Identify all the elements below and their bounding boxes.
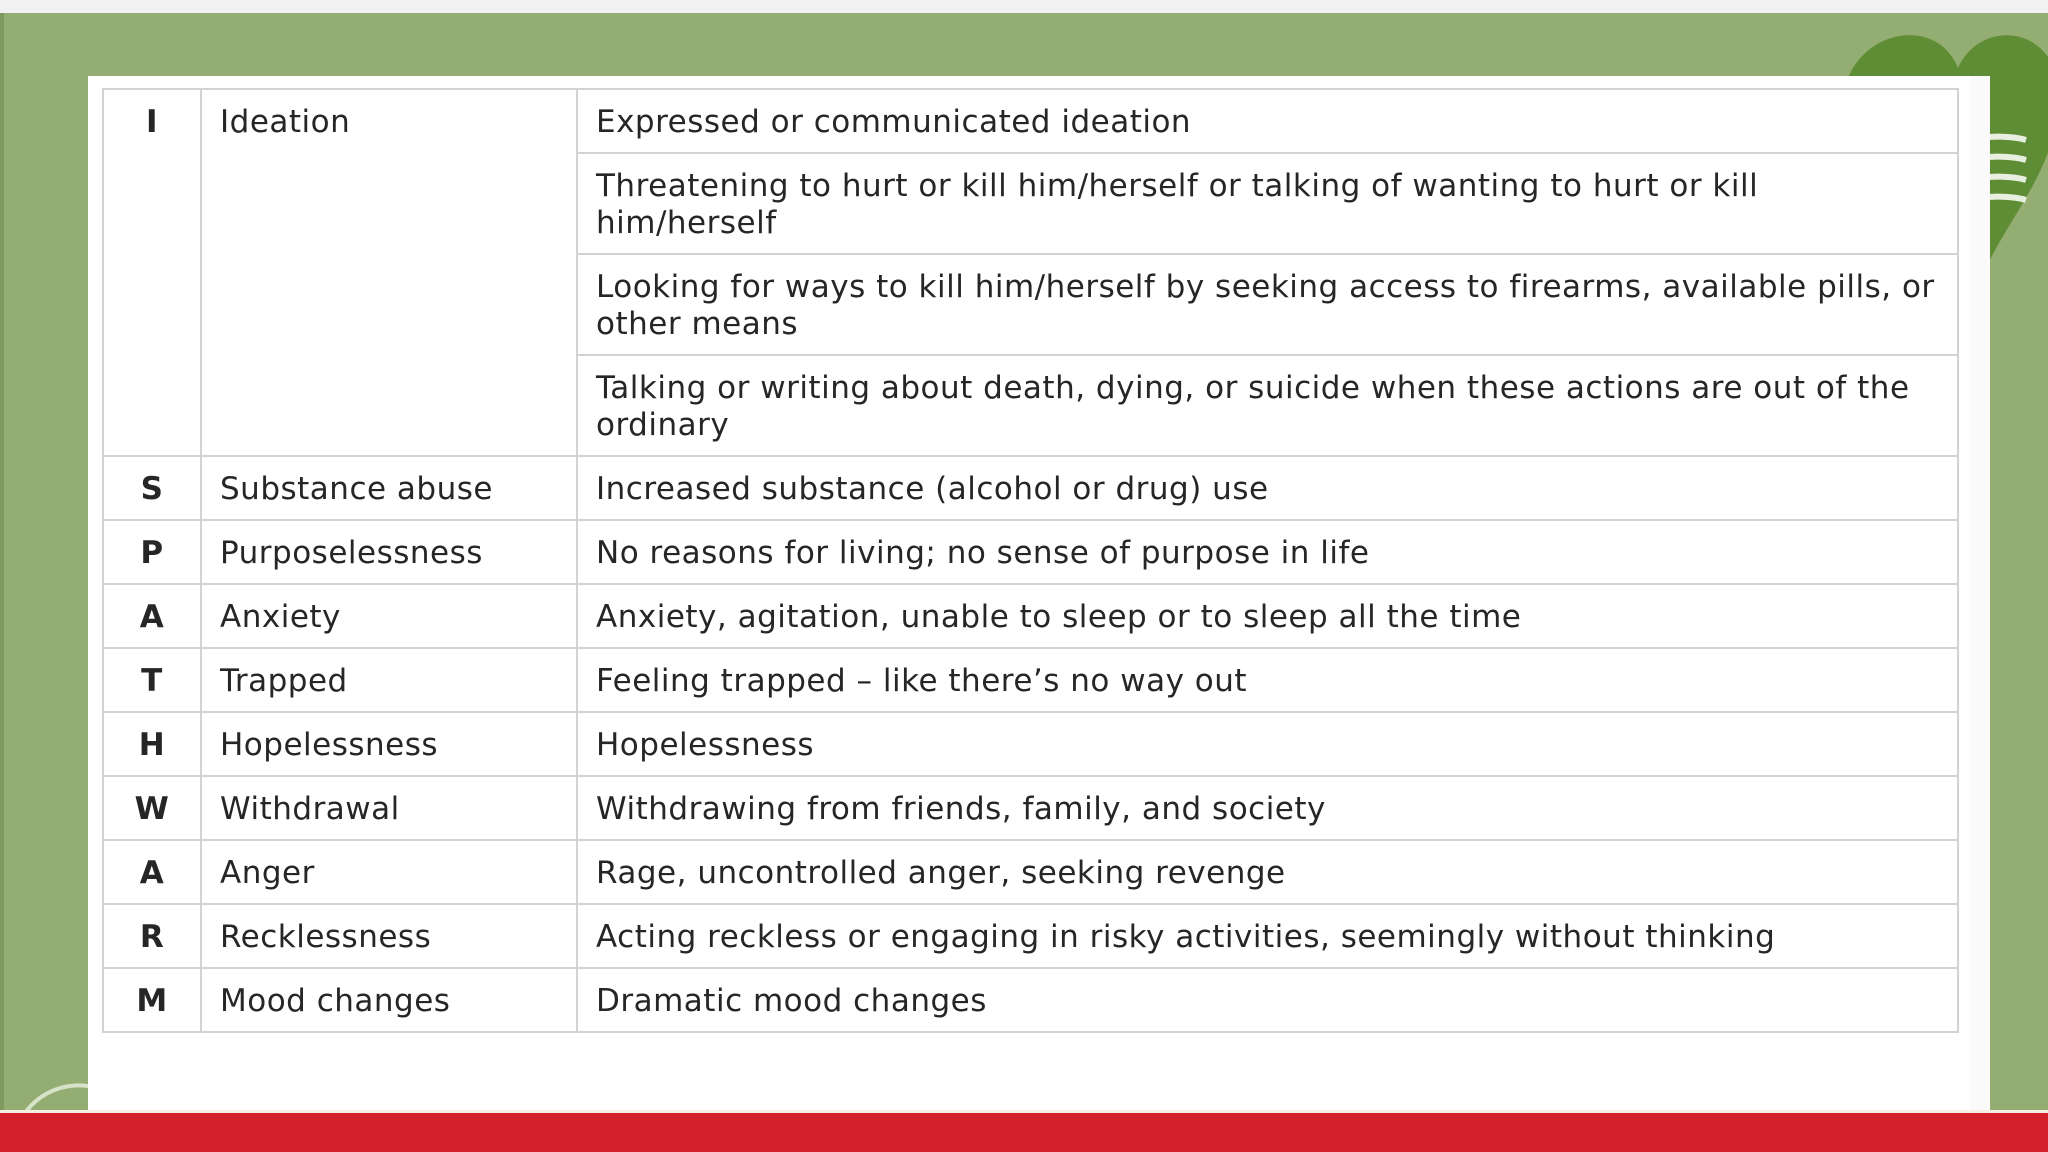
table-row	[103, 520, 1958, 584]
row-description: Feeling trapped – like there’s no way out	[577, 648, 1958, 712]
table-row	[103, 712, 1958, 776]
row-name: Trapped	[201, 648, 577, 712]
row-description: Acting reckless or engaging in risky activities, seemingly without thinking	[577, 904, 1958, 968]
top-strip	[0, 0, 2048, 13]
row-letter: A	[103, 584, 201, 648]
row-name: Mood changes	[201, 968, 577, 1032]
row-description: Dramatic mood changes	[577, 968, 1958, 1032]
row-letter: P	[103, 520, 201, 584]
row-description: Looking for ways to kill him/herself by seeking access to firearms, available pills, or other means	[577, 254, 1958, 355]
table-row	[103, 776, 1958, 840]
row-name: Withdrawal	[201, 776, 577, 840]
row-name: Anxiety	[201, 584, 577, 648]
row-letter: H	[103, 712, 201, 776]
row-name: Ideation	[201, 89, 577, 456]
row-description: Hopelessness	[577, 712, 1958, 776]
table-row	[103, 648, 1958, 712]
table-row	[103, 968, 1958, 1032]
table-card	[88, 76, 1970, 1110]
row-description: Threatening to hurt or kill him/herself or talking of wanting to hurt or kill him/herself	[577, 153, 1958, 254]
row-name: Anger	[201, 840, 577, 904]
row-name: Hopelessness	[201, 712, 577, 776]
table-row	[103, 456, 1958, 520]
row-description: Withdrawing from friends, family, and society	[577, 776, 1958, 840]
row-description: Increased substance (alcohol or drug) use	[577, 456, 1958, 520]
row-description: No reasons for living; no sense of purpose in life	[577, 520, 1958, 584]
table-row	[103, 89, 1958, 153]
row-letter: A	[103, 840, 201, 904]
row-description: Anxiety, agitation, unable to sleep or to sleep all the time	[577, 584, 1958, 648]
row-letter: I	[103, 89, 201, 456]
table-row	[103, 904, 1958, 968]
row-description: Expressed or communicated ideation	[577, 89, 1958, 153]
row-letter: S	[103, 456, 201, 520]
slide-left-edge	[0, 13, 4, 1113]
table-row	[103, 584, 1958, 648]
row-description: Rage, uncontrolled anger, seeking revenge	[577, 840, 1958, 904]
row-letter: T	[103, 648, 201, 712]
bottom-red-bar	[0, 1113, 2048, 1152]
row-name: Purposelessness	[201, 520, 577, 584]
row-description: Talking or writing about death, dying, or suicide when these actions are out of the ordinary	[577, 355, 1958, 456]
table-row	[103, 840, 1958, 904]
is-path-warm-table	[102, 88, 1959, 1033]
row-name: Recklessness	[201, 904, 577, 968]
row-letter: W	[103, 776, 201, 840]
row-name: Substance abuse	[201, 456, 577, 520]
row-letter: M	[103, 968, 201, 1032]
row-letter: R	[103, 904, 201, 968]
